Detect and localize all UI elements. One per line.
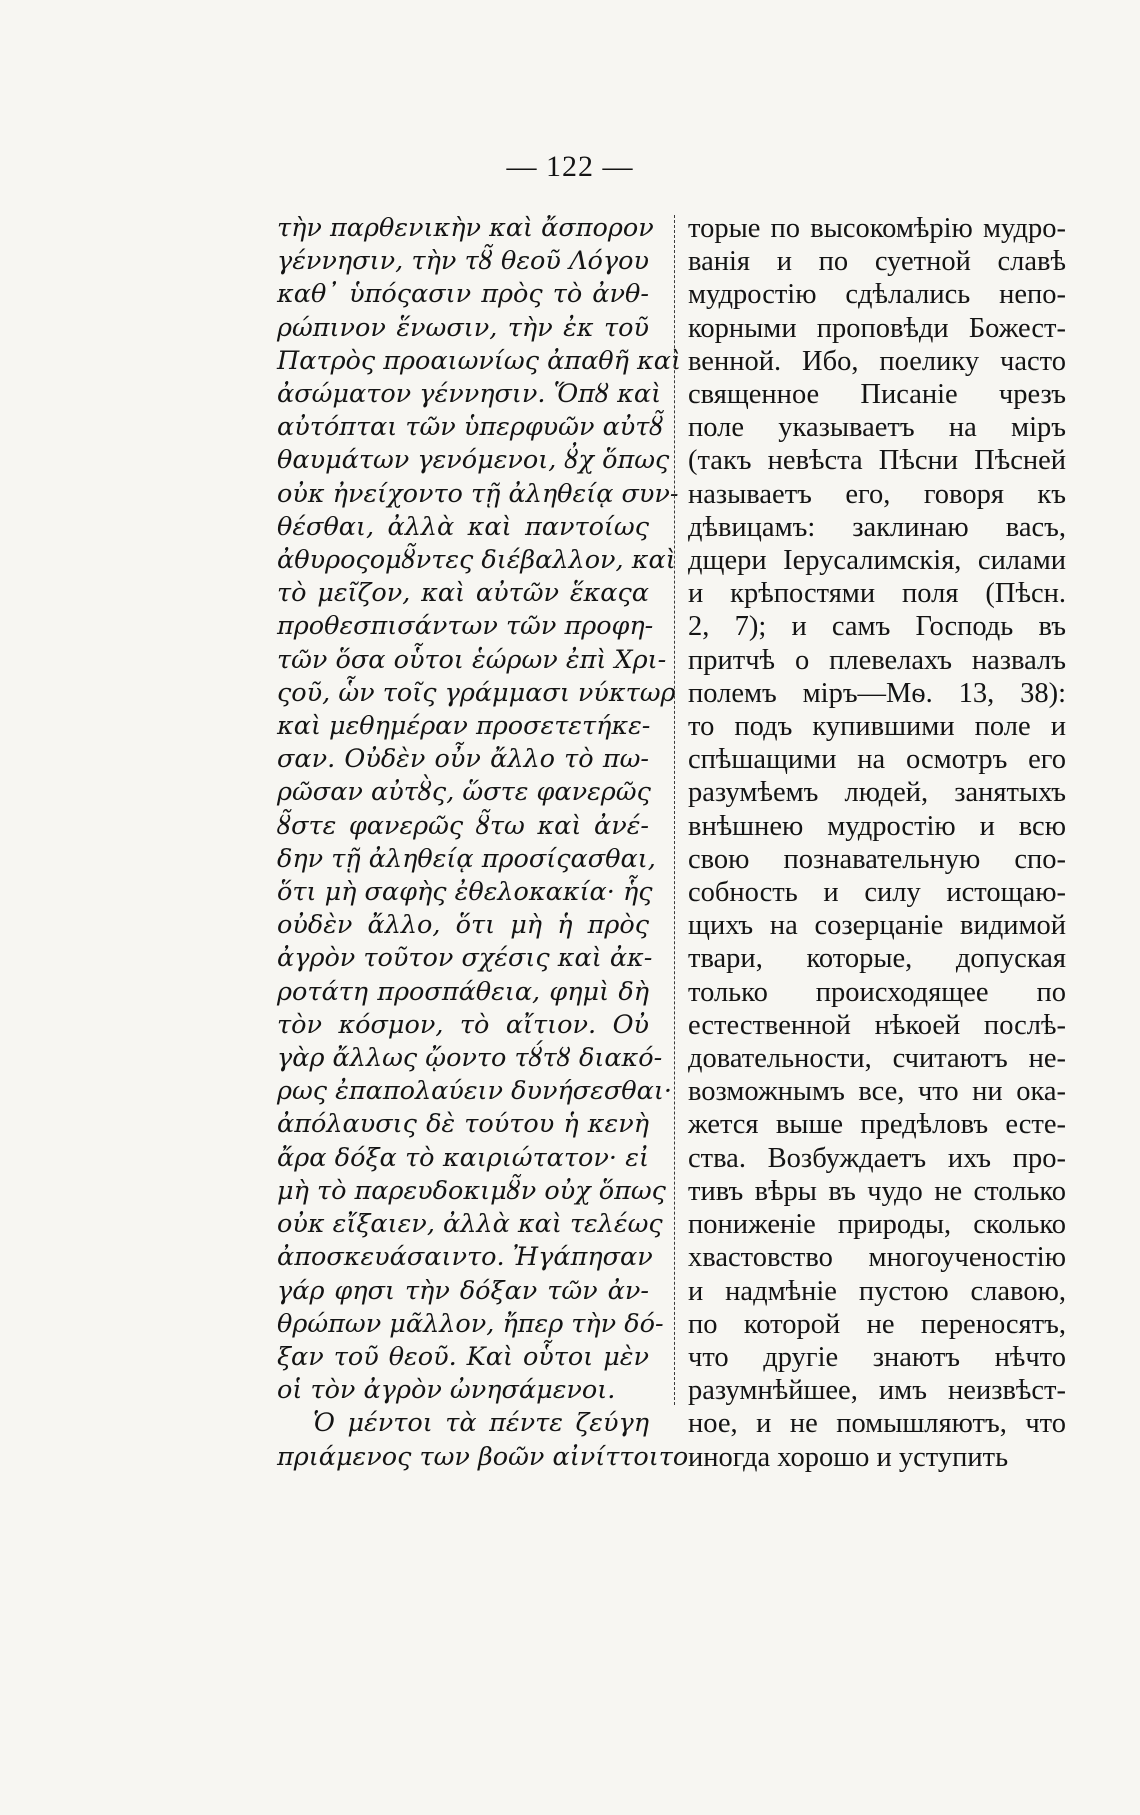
text-line: ἀθυροςομȣ̃ντες διέβαλλον, καὶ — [277, 545, 676, 576]
text-line: πριάμενος των βοῶν αἰνίττοιτο — [277, 1441, 689, 1472]
text-line: ἄρα δόξα τὸ καιριώτατον· εἰ — [277, 1142, 649, 1173]
text-line: θρώπων μᾶλλον, ἤπερ τὴν δό- — [277, 1308, 664, 1339]
text-line: называетъ его, говоря къ — [688, 478, 1066, 510]
text-line: естественной нѣкоей послѣ- — [688, 1009, 1066, 1041]
text-line: ства. Возбуждаетъ ихъ про- — [688, 1142, 1066, 1174]
text-line: ἀπόλαυσις δὲ τούτου ἡ κενὴ — [277, 1109, 649, 1140]
text-line: по которой не переносятъ, — [688, 1308, 1066, 1340]
text-line: полемъ міръ—Мѳ. 13, 38): — [688, 677, 1066, 709]
text-line: (такъ невѣста Пѣсни Пѣсней — [688, 445, 1066, 477]
text-line: οἱ τὸν ἀγρὸν ὠνησάμενοι. — [277, 1375, 616, 1406]
text-line: θέσθαι, ἀλλὰ καὶ παντοίως — [277, 511, 649, 542]
text-line: щихъ на созерцаніе видимой — [688, 910, 1066, 942]
text-line: мудростію сдѣлались непо- — [688, 279, 1066, 311]
text-line: тивъ вѣры въ чудо не столько — [688, 1175, 1066, 1207]
text-line: внѣшнею мудростію и всю — [688, 810, 1066, 842]
text-line: жется выше предѣловъ есте- — [688, 1109, 1066, 1141]
text-line: τὸ μεῖζον, καὶ αὐτῶν ἕκαςα — [277, 578, 649, 609]
text-line: притчѣ о плевелахъ назвалъ — [688, 644, 1066, 676]
text-line: προθεσπισάντων τῶν προφη- — [277, 611, 654, 642]
text-line: Ὁ μέντοι τὰ πέντε ζεύγη — [313, 1408, 649, 1439]
text-line: торые по высокомѣрію мудро- — [688, 213, 1066, 244]
text-line: οὐδὲν ἄλλο, ὅτι μὴ ἡ πρὸς — [277, 910, 649, 941]
text-line: σαν. Οὐδὲν οὖν ἄλλο τὸ πω- — [277, 744, 649, 775]
text-line: μὴ τὸ παρευδοκιμȣ̃ν οὐχ ὅπως — [277, 1175, 666, 1206]
text-line: ςοῦ, ὧν τοῖς γράμμασι νύκτωρ — [277, 677, 676, 708]
text-line: корными проповѣди Божест- — [688, 312, 1066, 344]
text-line: разумѣемъ людей, занятыхъ — [688, 777, 1066, 809]
text-line: поле указываетъ на міръ — [688, 412, 1066, 444]
text-line: ванія и по суетной славѣ — [688, 246, 1066, 278]
text-line: разумнѣйшее, имъ неизвѣст- — [688, 1375, 1066, 1407]
text-line: свою познавательную спо- — [688, 843, 1066, 875]
text-line: ροτάτη προσπάθεια, φημὶ δὴ — [277, 976, 649, 1007]
text-line: ξαν τοῦ θεοῦ. Καὶ οὗτοι μὲν — [277, 1341, 649, 1372]
text-line: ἀγρὸν τοῦτον σχέσις καὶ ἀκ- — [277, 943, 653, 974]
text-line: γὰρ ἄλλως ᾤοντο τȣ́τȣ διακό- — [277, 1043, 663, 1074]
text-line: и надмѣніе пустою славою, — [688, 1275, 1066, 1307]
column-divider — [674, 215, 675, 1405]
text-line: и крѣпостями поля (Пѣсн. — [688, 578, 1066, 610]
text-line: οὐκ ἠνείχοντο τῇ ἀληθείᾳ συν- — [277, 478, 679, 509]
text-line: οὐκ εἴξαιεν, ἀλλὰ καὶ τελέως — [277, 1209, 663, 1240]
text-line: священное Писаніе чрезъ — [688, 379, 1066, 411]
text-line: твари, которые, допуская — [688, 943, 1066, 975]
text-line: иногда хорошо и уступить — [688, 1441, 1009, 1473]
text-line: ρως ἐπαπολαύειν δυνήσεσθαι· — [277, 1076, 672, 1107]
greek-column — [277, 212, 689, 1474]
text-line: Πατρὸς προαιωνίως ἀπαθῆ καὶ — [277, 345, 681, 376]
text-line: ἀποσκευάσαιντο. Ἠγάπησαν — [277, 1242, 653, 1273]
page-number: — 122 — — [506, 150, 634, 183]
text-line: ное, и не помышляютъ, что — [688, 1408, 1066, 1440]
text-line: θαυμάτων γενόμενοι, ȣ̓χ ὅπως — [277, 445, 670, 476]
text-line: то подъ купившими поле и — [688, 711, 1066, 743]
text-line: γέννησιν, τὴν τȣ̃ θεοῦ Λόγου — [277, 246, 649, 277]
text-line: τὴν παρθενικὴν καὶ ἄσπορον — [277, 213, 654, 243]
text-line: δην τῇ ἀληθείᾳ προσίςασθαι, — [277, 843, 656, 874]
text-line: пониженіе природы, сколько — [688, 1209, 1066, 1241]
text-line: венной. Ибо, поелику часто — [688, 345, 1066, 377]
text-line: дѣвицамъ: заклинаю васъ, — [688, 511, 1066, 543]
text-line: γάρ φησι τὴν δόξαν τῶν ἀν- — [277, 1275, 649, 1306]
text-line: καὶ μεθημέραν προσετετήκε- — [277, 711, 651, 742]
text-line: 2, 7); и самъ Господь въ — [688, 611, 1066, 643]
text-line: довательности, считаютъ не- — [688, 1043, 1066, 1075]
text-line: αὐτόπται τῶν ὑπερφυῶν αὐτȣ̃ — [277, 412, 664, 443]
text-line: возможнымъ все, что ни ока- — [688, 1076, 1066, 1108]
text-line: ȣ̃στε φανερῶς ȣ̃τω καὶ ἀνέ- — [277, 810, 649, 841]
text-line: спѣшащими на осмотръ его — [688, 744, 1066, 776]
text-line: только происходящее по — [688, 976, 1066, 1008]
text-line: собность и силу истощаю- — [688, 877, 1066, 909]
text-line: ὅτι μὴ σαφὴς ἐθελοκακία· ἧς — [277, 877, 653, 908]
text-line: хвастовство многоученостію — [688, 1242, 1066, 1274]
text-line: что другіе знаютъ нѣчто — [688, 1341, 1066, 1373]
text-line: καθ᾽ ὑπόςασιν πρὸς τὸ ἀνθ- — [277, 279, 649, 310]
text-line: ρώπινον ἕνωσιν, τὴν ἐκ τοῦ — [277, 312, 649, 343]
text-line: ἀσώματον γέννησιν. Ὅπȣ καὶ — [277, 379, 662, 410]
text-line: τὸν κόσμον, τὸ αἴτιον. Οὐ — [277, 1009, 649, 1040]
text-line: дщери Іерусалимскія, силами — [688, 545, 1066, 577]
text-line: τῶν ὅσα οὗτοι ἑώρων ἐπὶ Χρι- — [277, 644, 667, 675]
text-line: ρῶσαν αὐτȣ̀ς, ὥστε φανερῶς — [277, 777, 651, 808]
russian-column — [688, 212, 1066, 1474]
